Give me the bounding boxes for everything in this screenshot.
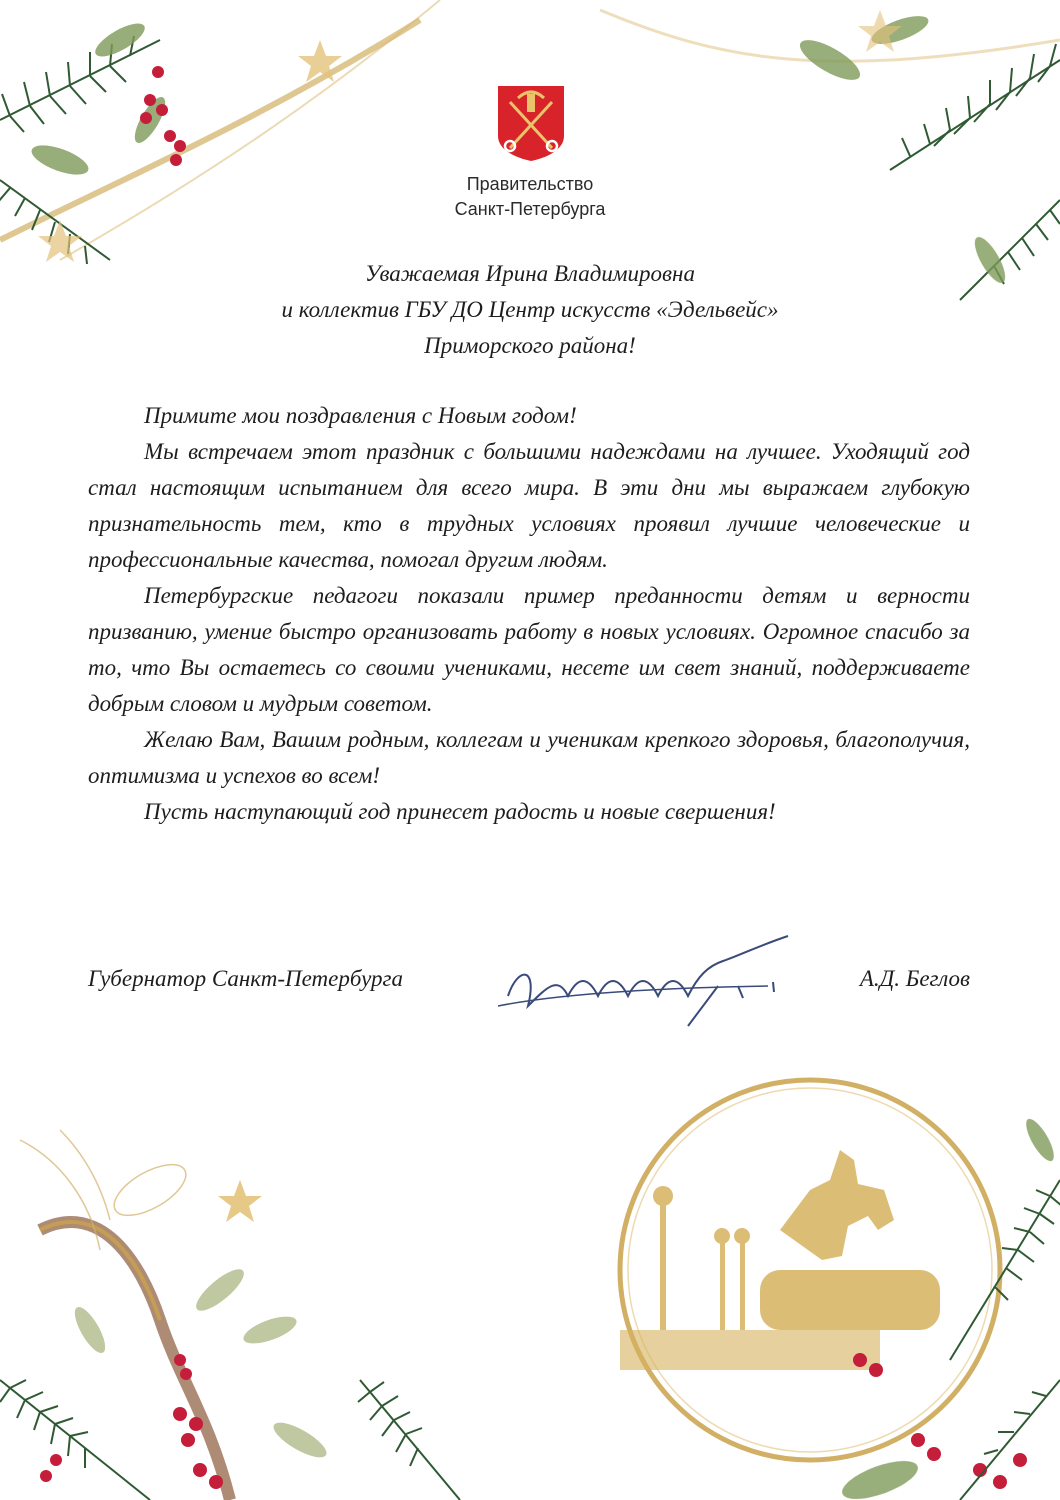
paragraph-closing: Пусть наступающий год принесет радость и новые свершения!	[144, 799, 776, 824]
paragraph-teachers: Петербургские педагоги показали пример преданности детям и верности призванию, умение быстро организовать работу в новых условиях. Огромное спасибо за то, что Вы остаетесь со своими учениками, несете им свет знаний, поддерживаете добрым словом и мудрым советом.	[88, 583, 970, 716]
letter-body	[88, 398, 970, 830]
salutation-line-2: и коллектив ГБУ ДО Центр искусств «Эдельвейс»	[281, 297, 779, 322]
paragraph-greeting: Примите мои поздравления с Новым годом!	[144, 403, 577, 428]
salutation-line-3: Приморского района!	[424, 333, 636, 358]
signature-block	[88, 966, 970, 1006]
org-line-1: Правительство	[466, 174, 594, 194]
paragraph-wishes: Желаю Вам, Вашим родным, коллегам и ученикам крепкого здоровья, благополучия, оптимизма и успехов во всем!	[88, 727, 970, 788]
paragraph-year: Мы встречаем этот праздник с большими надеждами на лучшее. Уходящий год стал настоящим испытанием для всего мира. В эти дни мы выражаем глубокую признательность тем, кто в трудных условиях проявил лучшие человеческие и профессиональные качества, помогал другим людям.	[88, 439, 970, 572]
signer-name: А.Д. Беглов	[859, 966, 970, 991]
salutation	[90, 256, 970, 364]
organization-name	[380, 172, 680, 222]
salutation-line-1: Уважаемая Ирина Владимировна	[365, 261, 695, 286]
saint-petersburg-emblem	[496, 84, 566, 162]
handwritten-signature	[488, 926, 808, 1036]
org-line-2: Санкт-Петербурга	[454, 199, 606, 219]
signer-title: Губернатор Санкт-Петербурга	[88, 966, 403, 991]
